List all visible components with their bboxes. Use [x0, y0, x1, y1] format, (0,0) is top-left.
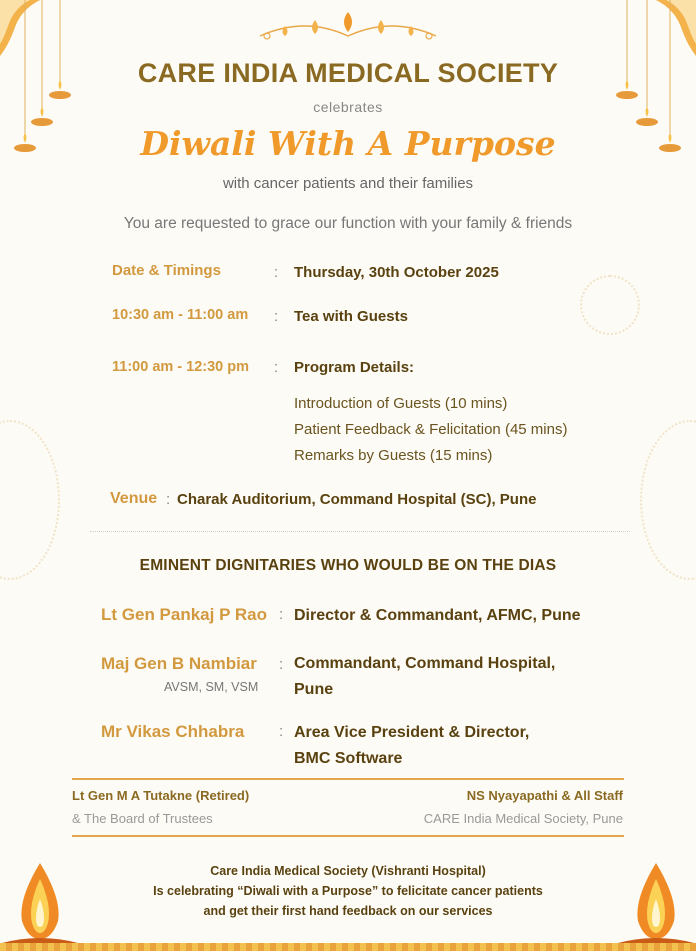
- slot1-colon: :: [274, 308, 279, 325]
- mandala-decoration-right: [640, 420, 696, 580]
- program-item: Introduction of Guests (10 mins): [294, 395, 508, 412]
- slot2-value: Program Details:: [294, 359, 415, 376]
- mandala-decoration-left: [0, 420, 60, 580]
- host-right-sub: CARE India Medical Society, Pune: [423, 811, 623, 826]
- venue-label: Venue: [110, 490, 158, 507]
- dignitary-role-cont: Pune: [294, 681, 334, 698]
- slot2-colon: :: [274, 359, 279, 376]
- dignitary-role: Director & Commandant, AFMC, Pune: [294, 607, 581, 624]
- venue-value: Charak Auditorium, Command Hospital (SC), Pune: [177, 491, 537, 508]
- dignitary-colon: :: [279, 723, 284, 740]
- date-label: Date & Timings: [112, 262, 221, 279]
- program-item: Remarks by Guests (15 mins): [294, 447, 493, 464]
- slot2-time: 11:00 am - 12:30 pm: [112, 359, 250, 375]
- org-title: CARE INDIA MEDICAL SOCIETY: [137, 58, 559, 88]
- footer-line: Is celebrating “Diwali with a Purpose” to felicitate cancer patients: [153, 884, 543, 898]
- host-left-sub: & The Board of Trustees: [72, 811, 213, 826]
- dignitary-name: Maj Gen B Nambiar: [101, 654, 257, 673]
- footer-line: Care India Medical Society (Vishranti Hospital): [210, 864, 486, 878]
- diya-left-icon: [0, 861, 80, 951]
- bottom-decorative-strip: [0, 943, 696, 951]
- dignitaries-heading: EMINENT DIGNITARIES WHO WOULD BE ON THE DIAS: [139, 557, 557, 574]
- dignitary-colon: :: [279, 656, 284, 673]
- host-left-name: Lt Gen M A Tutakne (Retired): [72, 788, 250, 803]
- bottom-rule: [72, 835, 624, 837]
- slot1-value: Tea with Guests: [294, 308, 408, 325]
- dignitary-name: Lt Gen Pankaj P Rao: [101, 605, 267, 624]
- invitation-request: You are requested to grace our function with your family & friends: [123, 215, 573, 232]
- top-rule: [72, 778, 624, 780]
- dignitary-role: Area Vice President & Director,: [294, 724, 530, 741]
- date-value: Thursday, 30th October 2025: [294, 264, 499, 281]
- footer-line: and get their first hand feedback on our services: [203, 904, 493, 918]
- venue-colon: :: [166, 491, 171, 508]
- host-right-name: NS Nyayapathi & All Staff: [466, 788, 623, 803]
- dotted-divider: [90, 531, 630, 532]
- date-colon: :: [274, 264, 279, 281]
- dignitary-name: Mr Vikas Chhabra: [101, 722, 245, 741]
- mandala-decoration-center: [580, 275, 640, 335]
- dignitary-role-cont: BMC Software: [294, 750, 403, 767]
- diya-right-icon: [616, 861, 696, 951]
- celebrates-text: celebrates: [313, 99, 383, 115]
- dignitary-role: Commandant, Command Hospital,: [294, 655, 556, 672]
- event-headline: Diwali With A Purpose: [140, 124, 556, 163]
- floral-ornament-icon: [255, 6, 441, 44]
- dignitary-colon: :: [279, 606, 284, 623]
- dignitary-honours: AVSM, SM, VSM: [164, 680, 259, 694]
- event-subline: with cancer patients and their families: [222, 175, 474, 192]
- program-item: Patient Feedback & Felicitation (45 mins): [294, 421, 568, 438]
- slot1-time: 10:30 am - 11:00 am: [112, 307, 249, 323]
